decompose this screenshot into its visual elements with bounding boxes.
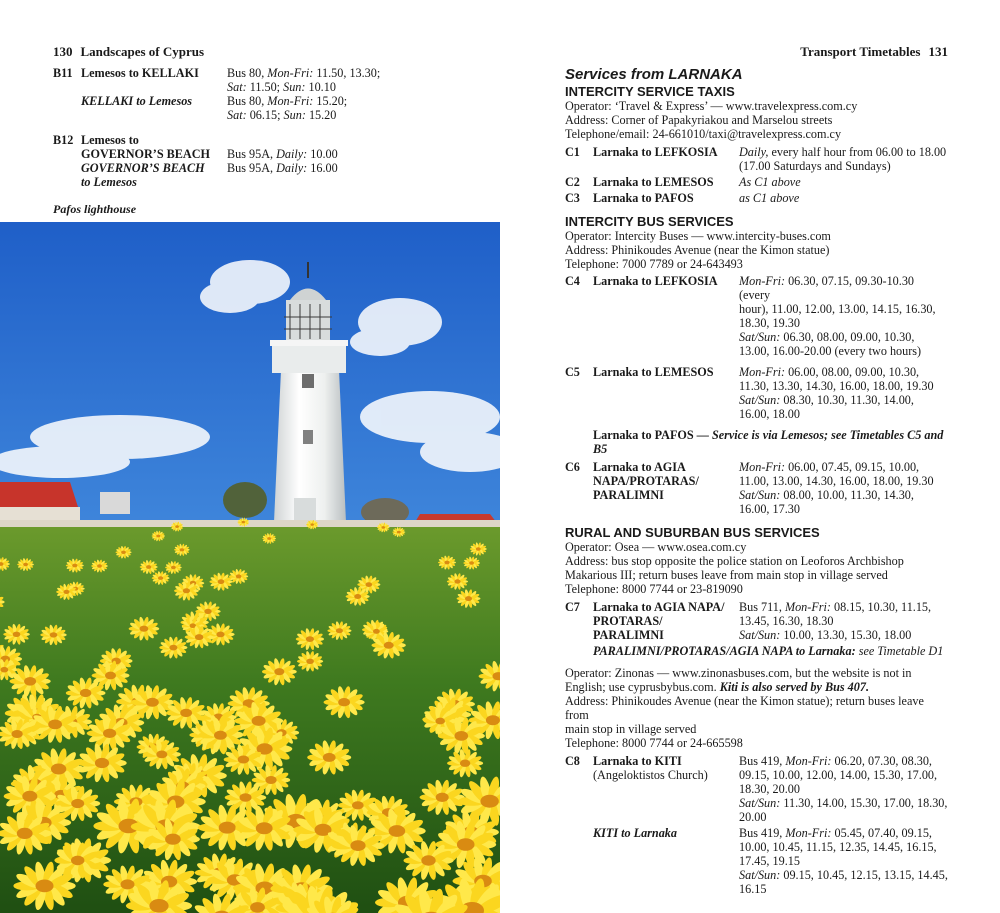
times-line <box>739 407 948 421</box>
left-running-head <box>53 45 204 59</box>
times-line <box>227 80 433 94</box>
timetable-row <box>53 147 433 161</box>
text-segment: Daily: <box>276 161 308 175</box>
route-line: Lemesos to <box>81 133 139 147</box>
right-running-title: Transport Timetables <box>800 44 921 59</box>
route-line: Larnaka to LEFKOSIA <box>593 145 718 159</box>
route-code: C3 <box>565 191 580 205</box>
times-line <box>739 502 948 516</box>
right-content <box>565 66 948 896</box>
times-line <box>739 854 948 868</box>
text-segment: Sat/Sun: <box>739 796 781 810</box>
text-segment: 09.15, 10.45, 12.15, 13.15, 14.45, <box>780 868 948 882</box>
route-times <box>739 145 948 173</box>
text-segment: 11.30, 14.00, 15.30, 17.00, 18.30, <box>780 796 948 810</box>
text-segment: 08.00, 10.00, 11.30, 14.30, <box>780 488 914 502</box>
route-code: C8 <box>565 754 580 768</box>
c7-note <box>565 644 948 658</box>
times-line <box>739 826 948 840</box>
route-times <box>739 175 948 189</box>
route-name <box>593 175 739 189</box>
text-segment: Sat/Sun: <box>739 868 781 882</box>
times-line <box>739 796 948 810</box>
info-line: Telephone: 8000 7744 or 23-819090 <box>565 582 743 596</box>
times-line <box>739 302 948 316</box>
kiti-return-timetable <box>565 826 948 896</box>
times-line <box>739 316 948 330</box>
route-name <box>81 161 227 189</box>
route-line: Larnaka to KITI <box>593 754 682 768</box>
row-gap <box>53 122 433 133</box>
text-segment: 09.15, 10.00, 12.00, 14.00, 15.30, 17.00, <box>739 768 938 782</box>
times-line <box>739 840 948 854</box>
times-line <box>739 868 948 882</box>
left-page-number: 130 <box>53 44 73 59</box>
route-name <box>593 145 739 173</box>
route-line: GOVERNOR’S BEACH <box>81 161 205 175</box>
timetable-row <box>565 365 948 421</box>
timetable-row <box>565 175 948 189</box>
times-line <box>739 393 948 407</box>
info-line <box>565 666 948 680</box>
route-line: Larnaka to LEMESOS <box>593 365 714 379</box>
text-segment: Bus 80, <box>227 94 268 108</box>
text-segment: 10.00 <box>307 147 338 161</box>
times-line <box>739 175 948 189</box>
route-code <box>565 826 593 896</box>
route-line: Larnaka to LEFKOSIA <box>593 274 718 288</box>
times-line <box>739 379 948 393</box>
route-name <box>593 600 739 642</box>
times-line <box>739 810 948 824</box>
rural-heading: RURAL AND SUBURBAN BUS SERVICES <box>565 525 820 540</box>
route-name <box>593 274 739 358</box>
bus-heading: INTERCITY BUS SERVICES <box>565 214 734 229</box>
info-line: Operator: Intercity Buses — www.intercity-buses.com <box>565 229 831 243</box>
times-line <box>227 66 433 80</box>
route-line: Larnaka to AGIA NAPA/ <box>593 600 725 614</box>
text-segment: Operator: Zinonas — www.zinonasbuses.com, but the website is not in <box>565 666 912 680</box>
route-code: C7 <box>565 600 580 614</box>
route-line: PARALIMNI <box>593 628 664 642</box>
text-segment: Daily, <box>739 145 769 159</box>
text-segment: 13.00, 16.00-20.00 (every two hours) <box>739 344 922 358</box>
taxi-heading: INTERCITY SERVICE TAXIS <box>565 84 735 99</box>
text-segment: 05.45, 07.40, 09.15, <box>831 826 932 840</box>
times-line <box>739 330 948 344</box>
timetable-row <box>565 191 948 205</box>
text-segment: 06.00, 08.00, 09.00, 10.30, <box>785 365 920 379</box>
times-line <box>739 614 948 628</box>
route-times <box>739 826 948 896</box>
route-line: KELLAKI to Lemesos <box>81 94 193 108</box>
route-times <box>739 274 948 358</box>
lighthouse-photo <box>0 222 500 913</box>
route-code <box>53 161 81 189</box>
text-segment: As C1 above <box>739 175 801 189</box>
c7-note-route: PARALIMNI/PROTARAS/AGIA NAPA to Larnaka: <box>593 644 856 658</box>
route-line: PARALIMNI <box>593 488 664 502</box>
text-segment: Daily: <box>276 147 308 161</box>
text-segment: Sun: <box>283 80 306 94</box>
text-segment: Sat: <box>227 108 247 122</box>
times-line <box>739 274 948 302</box>
timetable-row <box>565 826 948 896</box>
times-line <box>739 768 948 782</box>
text-segment: Bus 711, <box>739 600 785 614</box>
route-name <box>593 191 739 205</box>
info-line: Address: Phinikoudes Avenue (near the Kimon statue) <box>565 243 830 257</box>
text-segment: 08.30, 10.30, 11.30, 14.00, <box>780 393 914 407</box>
route-code <box>53 147 81 161</box>
route-times <box>739 365 948 421</box>
text-segment: Sat: <box>227 80 247 94</box>
text-segment: 11.30, 13.30, 14.30, 16.00, 18.00, 19.30 <box>739 379 934 393</box>
text-segment: Bus 419, <box>739 826 786 840</box>
route-times <box>739 460 948 516</box>
pafos-note-route: Larnaka to PAFOS <box>593 428 694 442</box>
timetable-row <box>565 754 948 824</box>
right-page <box>500 0 1000 913</box>
times-line <box>227 108 433 122</box>
info-line: Operator: Osea — www.osea.com.cy <box>565 540 747 554</box>
text-segment: Mon-Fri: <box>739 460 786 474</box>
text-segment: Bus 419, <box>739 754 786 768</box>
taxi-operator-info <box>565 99 948 141</box>
info-line: Telephone/email: 24-661010/taxi@travelexpress.com.cy <box>565 127 842 141</box>
text-segment: 13.45, 16.30, 18.30 <box>739 614 834 628</box>
route-line: PROTARAS/ <box>593 614 663 628</box>
route-times <box>227 161 433 189</box>
text-segment: Bus 95A, <box>227 147 277 161</box>
rural-operator-info <box>565 540 948 596</box>
text-segment: 15.20 <box>305 108 337 122</box>
route-times <box>739 754 948 824</box>
bus-operator-info <box>565 229 948 271</box>
timetable-row <box>53 94 433 122</box>
text-segment: every half hour from 06.00 to 18.00 <box>768 145 947 159</box>
text-segment: 16.00, 18.00 <box>739 407 800 421</box>
route-name <box>81 133 227 147</box>
text-segment: 10.00, 13.30, 15.30, 18.00 <box>780 628 912 642</box>
text-segment: (17.00 Saturdays and Sundays) <box>739 159 891 173</box>
info-line: Operator: ‘Travel & Express’ — www.travelexpress.com.cy <box>565 99 858 113</box>
times-line <box>739 159 948 173</box>
times-line <box>739 191 948 205</box>
text-segment: 08.15, 10.30, 11.15, <box>830 600 932 614</box>
info-line: Telephone: 7000 7789 or 24-643493 <box>565 257 743 271</box>
times-line <box>739 600 948 614</box>
times-line <box>227 147 433 161</box>
times-line <box>739 882 948 896</box>
times-line <box>739 460 948 474</box>
taxi-timetable <box>565 145 948 205</box>
route-code: C4 <box>565 274 580 288</box>
route-line: Lemesos to KELLAKI <box>81 66 199 80</box>
text-segment: 20.00 <box>739 810 767 824</box>
text-segment: 10.00, 10.45, 11.15, 12.35, 14.45, 16.15, <box>739 840 937 854</box>
text-segment: Sat/Sun: <box>739 330 781 344</box>
info-line: Address: bus stop opposite the police station on Leoforos Archbishop <box>565 554 904 568</box>
info-line: Makarious III; return buses leave from main stop in village served <box>565 568 888 582</box>
text-segment: 18.30, 20.00 <box>739 782 800 796</box>
text-segment: Telephone: 8000 7744 or 24-665598 <box>565 736 743 750</box>
c7-note-text: see Timetable D1 <box>855 644 944 658</box>
text-segment: 15.20; <box>313 94 348 108</box>
text-segment: 17.45, 19.15 <box>739 854 800 868</box>
text-segment: hour), 11.00, 12.00, 13.00, 14.15, 16.30, <box>739 302 936 316</box>
route-name <box>593 365 739 421</box>
route-code <box>53 94 81 122</box>
text-segment: Mon-Fri: <box>784 600 831 614</box>
route-code: B11 <box>53 66 73 80</box>
section-title: Services from LARNAKA <box>565 66 743 83</box>
text-segment: Mon-Fri: <box>739 274 786 288</box>
times-line <box>739 365 948 379</box>
info-line <box>565 736 948 750</box>
text-segment: 06.20, 07.30, 08.30, <box>831 754 932 768</box>
route-times <box>227 133 433 147</box>
left-timetable <box>53 66 433 189</box>
times-line <box>227 94 433 108</box>
route-name <box>593 754 739 824</box>
route-times <box>227 66 433 94</box>
text-segment: Sun: <box>283 108 306 122</box>
route-line: NAPA/PROTARAS/ <box>593 474 699 488</box>
pafos-note <box>565 428 948 456</box>
text-segment: 11.50; <box>246 80 284 94</box>
times-line <box>739 754 948 768</box>
timetable-row <box>565 145 948 173</box>
route-code: C1 <box>565 145 580 159</box>
route-line: Larnaka to AGIA <box>593 460 686 474</box>
c8-timetable <box>565 754 948 824</box>
text-segment: Mon-Fri: <box>785 826 832 840</box>
text-segment: Sat/Sun: <box>739 393 781 407</box>
timetable-row <box>53 133 433 147</box>
route-times <box>227 147 433 161</box>
text-segment: 16.00 <box>307 161 338 175</box>
times-line <box>739 628 948 642</box>
text-segment: Mon-Fri: <box>785 754 832 768</box>
text-segment: Address: Phinikoudes Avenue (near the Kimon statue); return buses leave from <box>565 694 924 722</box>
text-segment: Sat/Sun: <box>739 488 781 502</box>
route-line: KITI to Larnaka <box>593 826 677 840</box>
c7-timetable <box>565 600 948 642</box>
route-name <box>81 147 227 161</box>
text-segment: Mon-Fri: <box>267 94 314 108</box>
text-segment: main stop in village served <box>565 722 697 736</box>
text-segment: 11.00, 13.00, 14.30, 16.00, 18.00, 19.30 <box>739 474 934 488</box>
route-name <box>81 94 227 122</box>
info-line: Address: Corner of Papakyriakou and Marselou streets <box>565 113 833 127</box>
zinonas-operator-info <box>565 666 948 750</box>
route-code: C6 <box>565 460 580 474</box>
timetable-row <box>565 460 948 516</box>
times-line <box>739 488 948 502</box>
text-segment: 06.00, 07.45, 09.15, 10.00, <box>785 460 920 474</box>
route-line: to Lemesos <box>81 175 137 189</box>
route-times <box>739 191 948 205</box>
route-code: C2 <box>565 175 580 189</box>
left-running-title: Landscapes of Cyprus <box>80 44 205 59</box>
route-name <box>593 460 739 516</box>
text-segment: 11.50, 13.30; <box>313 66 381 80</box>
text-segment: 06.15; <box>246 108 284 122</box>
route-times <box>227 94 433 122</box>
times-line <box>739 145 948 159</box>
timetable-row <box>53 66 433 94</box>
times-line <box>739 474 948 488</box>
times-line <box>739 782 948 796</box>
text-segment: 10.10 <box>305 80 336 94</box>
text-segment: 16.00, 17.30 <box>739 502 800 516</box>
photo-caption: Pafos lighthouse <box>53 202 137 216</box>
route-code: B12 <box>53 133 74 147</box>
text-segment: 06.30, 07.15, 09.30-10.30 (every <box>739 274 915 302</box>
info-line <box>565 694 948 722</box>
text-segment: Kiti is also served by Bus 407. <box>719 680 870 694</box>
text-segment: English; use cyprusbybus.com. <box>565 680 720 694</box>
text-segment: Mon-Fri: <box>267 66 314 80</box>
route-line: Larnaka to PAFOS <box>593 191 694 205</box>
times-line <box>739 344 948 358</box>
timetable-row <box>565 274 948 358</box>
route-line: GOVERNOR’S BEACH <box>81 147 210 161</box>
right-page-number: 131 <box>928 44 948 59</box>
pafos-note-text: — Service is via Lemesos; see Timetables C5 and B5 <box>593 428 944 456</box>
bus-timetable-2 <box>565 460 948 516</box>
timetable-row <box>565 600 948 642</box>
text-segment: Mon-Fri: <box>739 365 786 379</box>
route-code: C5 <box>565 365 580 379</box>
route-line: Larnaka to LEMESOS <box>593 175 714 189</box>
route-subline: (Angeloktistos Church) <box>593 768 708 782</box>
text-segment: Sat/Sun: <box>739 628 781 642</box>
info-line <box>565 722 948 736</box>
text-segment: 06.30, 08.00, 09.00, 10.30, <box>780 330 915 344</box>
right-running-head <box>800 45 948 59</box>
text-segment: 16.15 <box>739 882 767 896</box>
route-times <box>739 600 948 642</box>
bus-timetable <box>565 274 948 421</box>
route-name <box>81 66 227 94</box>
timetable-row <box>53 161 433 189</box>
text-segment: Bus 95A, <box>227 161 277 175</box>
text-segment: as C1 above <box>739 191 800 205</box>
text-segment: 18.30, 19.30 <box>739 316 800 330</box>
route-name <box>593 826 739 896</box>
info-line <box>565 680 948 694</box>
text-segment: Bus 80, <box>227 66 268 80</box>
times-line <box>227 161 433 175</box>
